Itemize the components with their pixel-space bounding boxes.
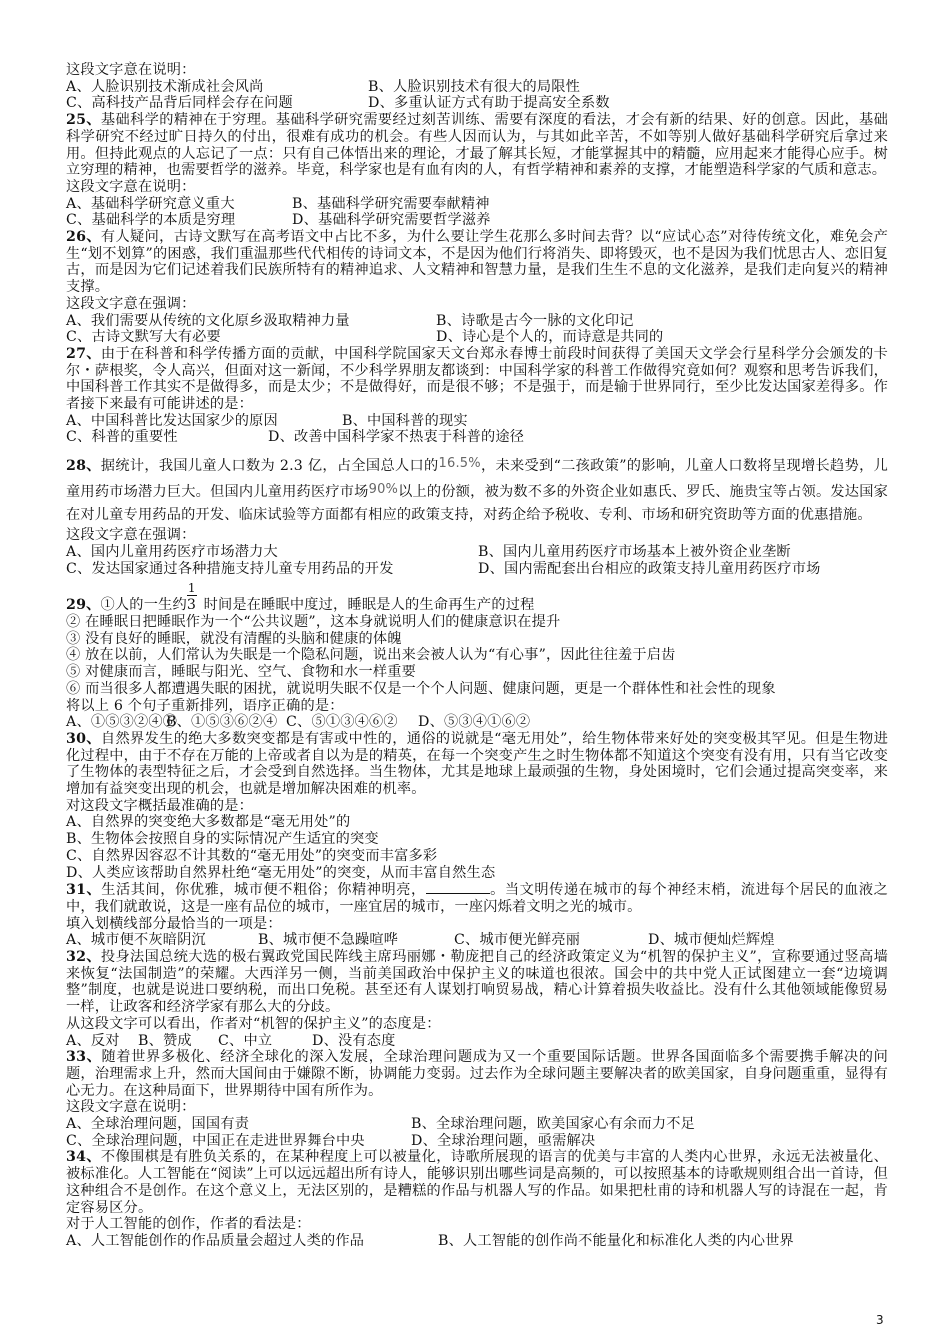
q30-option-a: A、自然界的突变绝大多数都是“毫无用处”的 <box>66 814 351 831</box>
q29-options-row <box>66 714 888 731</box>
q30-prompt: 对这段文字概括最准确的是： <box>66 797 254 814</box>
q32-number: 32、 <box>66 949 101 966</box>
q32-stem <box>66 949 888 1016</box>
q29-option-d: D、⑤③④①⑥② <box>418 714 531 731</box>
q33-option-a: A、全球治理问题，国国有责 <box>66 1116 250 1133</box>
q24-option-a: A、人脸识别技术渐成社会风尚 <box>66 78 264 95</box>
q27-option-b: B、中国科普的现实 <box>342 412 468 429</box>
q26-option-a: A、我们需要从传统的文化原乡汲取精神力量 <box>66 312 350 329</box>
page-number: 3 <box>876 1313 884 1327</box>
q27-options-row1 <box>66 413 888 430</box>
q29-sentence-5: ⑤ 对健康而言，睡眠与阳光、空气、食物和水一样重要 <box>66 664 417 681</box>
q24-option-b: B、人脸识别技术有很大的局限性 <box>368 78 581 95</box>
q30-stem <box>66 731 888 798</box>
q33-option-d: D、全球治理问题，亟需解决 <box>411 1132 596 1149</box>
q25-stem <box>66 112 888 179</box>
q31-number: 31、 <box>66 882 102 899</box>
q28-stem-a: 据统计，我国儿童人口数为 2.3 亿，占全国总人口的 <box>100 458 439 475</box>
q29-s1-b: 时间是在睡眠中度过，睡眠是人的生命再生产的过程 <box>198 597 535 614</box>
q34-option-b: B、人工智能的创作尚不能量化和标准化人类的内心世界 <box>438 1233 794 1249</box>
q30-option-d: D、人类应该帮助自然界杜绝“毫无用处”的突变，从而丰富自然生态 <box>66 864 496 881</box>
q31-prompt: 填入划横线部分最恰当的一项是： <box>66 915 282 932</box>
q33-options-row2 <box>66 1133 888 1150</box>
q29-fraction-numerator: 1 <box>187 581 196 596</box>
q30-number: 30、 <box>66 730 101 747</box>
q26-stem <box>66 229 888 296</box>
q25-options-row1 <box>66 196 888 213</box>
q25-prompt: 这段文字意在说明： <box>66 178 196 195</box>
q29-sentence-4: ④ 放在以前，人们常认为失眠是一个隐私问题，说出来会被人认为“有心事”，因此往往羞于启齿 <box>66 647 676 664</box>
q25-options-row2 <box>66 212 888 229</box>
q28-percent-b: 90% <box>368 482 399 498</box>
q34-prompt: 对于人工智能的创作，作者的看法是： <box>66 1216 311 1233</box>
q29-sentence-6: ⑥ 而当很多人都遭遇失眠的困扰，就说明失眠不仅是一个个人问题、健康问题，更是一个群体性和社会性的现象 <box>66 680 776 697</box>
q31-option-c: C、城市便光鲜亮丽 <box>454 932 581 949</box>
q29-option-a: A、①⑤③②④⑥ <box>66 714 178 731</box>
q26-option-c: C、古诗文默写大有必要 <box>66 329 221 346</box>
q28-stem-c: 以上的份额，被为数不多的外资企业如惠氏、罗氏、施贵宝等占领。发达国家在对儿童专用药品的开发、临床试验等方面都有相应的政策支持，对药企给予税收、专利、市场和研究资助等方面的优惠措施。 <box>66 484 888 524</box>
q30-option-b: B、生物体会按照自身的实际情况产生适宜的突变 <box>66 831 379 848</box>
q28-option-a: A、国内儿童用药医疗市场潜力大 <box>66 543 278 560</box>
q32-stem-text: 投身法国总统大选的极右翼政党国民阵线主席玛丽娜・勒庞把自己的经济政策定义为“机智的保护主义”，宣称要通过竖高墙来恢复“法国制造”的荣耀。大西洋另一侧，当前美国政治中保护主义的味道也很浓。国会中的共中党人正试图建立一套“边境调整”制度，也就是说进口要纳税，而出口免税。甚至还有人谋划打响贸易战，精心计算着损失收益比。没有什么其他领域能像贸易一样，让政客和经济学家有那么大的分歧。 <box>66 949 888 1016</box>
q27-option-d: D、改善中国科学家不热衷于科普的途径 <box>268 429 525 446</box>
q33-option-c: C、全球治理问题，中国正在走进世界舞台中央 <box>66 1132 365 1149</box>
q28-option-c: C、发达国家通过各种措施支持儿童专用药品的开发 <box>66 560 394 577</box>
q30-stem-text: 自然界发生的绝大多数突变都是有害或中性的，通俗的说就是“毫无用处”，给生物体带来好处的突变极其罕见。但是生物进化过程中，由于不存在万能的上帝或者自以为是的精英，在每一个突变产生之时生物体都不知道这个突变有没有用，只有当它改变了生物体的表型特征之后，才会受到自然选择。当生物体，尤其是地球上最顽强的生物，身处困境时，它们会通过提高突变率，来增加有益突变出现的机会，也就是增加解决困难的机率。 <box>66 730 888 798</box>
q30-option-c: C、自然界因容忍不计其数的“毫无用处”的突变而丰富多彩 <box>66 847 438 864</box>
q28-stem <box>66 452 888 527</box>
q25-option-c: C、基础科学的本质是穷理 <box>66 212 236 229</box>
q26-stem-text: 有人疑问，古诗文默写在高考语文中占比不多，为什么要让学生花那么多时间去背？以“应试心态”对待传统文化，难免会产生“划不划算”的困惑，我们重温那些代代相传的诗词文本，不是因为他们行将消失、即将毁灭，也不是因为我们忧思古人、恋旧复古，而是因为它们记述着我们民族所特有的精神追求、人文精神和智慧力量，是我们生生不息的文化滋养，是我们走向复兴的精神支撑。 <box>66 229 888 296</box>
q29-s1-a: ①人的一生约 <box>100 597 187 614</box>
q32-option-c: C、中立 <box>218 1032 273 1049</box>
q27-number: 27、 <box>66 345 101 362</box>
q34-options-row1 <box>66 1233 888 1250</box>
q27-options-row2 <box>66 429 888 446</box>
q29-sentence-1 <box>66 581 888 614</box>
q28-option-d: D、国内需配套出台相应的政策支持儿童用药医疗市场 <box>478 560 821 577</box>
q25-option-b: B、基础科学研究需要奉献精神 <box>292 195 490 212</box>
q33-option-b: B、全球治理问题，欧美国家心有余而力不足 <box>411 1116 695 1133</box>
q33-prompt: 这段文字意在说明： <box>66 1099 196 1116</box>
q26-option-d: D、诗心是个人的，而诗意是共同的 <box>436 329 664 346</box>
q32-option-a: A、反对 <box>66 1032 120 1049</box>
q29-option-c: C、⑤①③④⑥② <box>286 714 398 731</box>
q31-options-row <box>66 932 888 949</box>
q29-number: 29、 <box>66 597 101 614</box>
q28-percent-a: 16.5% <box>438 456 481 472</box>
q26-prompt: 这段文字意在强调： <box>66 295 196 312</box>
q27-option-a: A、中国科普比发达国家少的原因 <box>66 412 278 429</box>
q26-options-row1 <box>66 313 888 330</box>
q29-fraction-bar <box>187 595 197 596</box>
q27-stem-text: 由于在科普和科学传播方面的贡献，中国科学院国家天文台郑永春博士前段时间获得了美国天文学会行星科学分会颁发的卡尔・萨根奖，令人高兴，但面对这一新闻，不少科学界朋友都谈到：中国科学家的科普工作做得究竟如何？观察和思考告诉我们，中国科普工作其实不是做得多，而是太少；不是做得好，而是很不够；不是强于，而是输于世界同行，至少比发达国家差得多。作者接下来最有可能讲述的是： <box>66 345 888 413</box>
q31-stem-a: 生活其间，你优雅，城市便不粗俗；你精神明亮， <box>101 882 426 899</box>
q31-option-d: D、城市便灿烂辉煌 <box>648 932 775 949</box>
q24-option-c: C、高科技产品背后同样会存在问题 <box>66 95 293 112</box>
q31-stem <box>66 881 888 915</box>
q27-stem <box>66 346 888 413</box>
q29-option-b: B、①⑤③⑥②④ <box>166 714 278 731</box>
q29-prompt: 将以上 6 个句子重新排列，语序正确的是： <box>66 697 344 714</box>
q25-stem-text: 基础科学的精神在于穷理。基础科学研究需要经过刻苦训练、需要有深度的看法，才会有新的结果、好的创意。因此，基础科学研究不经过旷日持久的付出，很难有成功的机会。有些人因而认为，与其如此辛苦，不如等别人做好基础科学研究后拿过来用。但持此观点的人忘记了一点：只有自己体悟出来的理论，才最了解其长短，才能掌握其中的精髓，应用起来才能得心应手。树立穷理的精神，也需要哲学的滋养。毕竟，科学家也是有血有肉的人，有哲学精神和素养的支撑，才能塑造科学家的气质和意志。 <box>66 112 888 179</box>
q24-prompt: 这段文字意在说明： <box>66 62 196 78</box>
q25-option-a: A、基础科学研究意义重大 <box>66 195 235 212</box>
q27-option-c: C、科普的重要性 <box>66 429 178 446</box>
q34-stem-text: 不像围棋是有胜负关系的，在某种程度上可以被量化，诗歌所展现的语言的优美与丰富的人类内心世界，永远无法被量化、被标准化。人工智能在“阅读”上可以远远超出所有诗人，能够识别出哪些词是高频的，可以按照基本的诗歌规则组合出一首诗，但这种组合不是创作。在这个意义上，无法区别的，是糟糕的作品与机器人写的作品。如果把杜甫的诗和机器人写的诗混在一起，肯定容易区分。 <box>66 1149 888 1216</box>
q34-stem <box>66 1149 888 1216</box>
q34-number: 34、 <box>66 1149 101 1166</box>
q32-options-row <box>66 1033 888 1050</box>
q29-fraction <box>186 581 199 614</box>
q32-option-d: D、没有态度 <box>312 1032 396 1049</box>
q33-stem-text: 随着世界多极化、经济全球化的深入发展，全球治理问题成为又一个重要国际话题。世界各国面临多个需要携手解决的问题，治理需求上升，然而大国间由于嫌隙不断，协调能力变弱。过去作为全球问题主要解决者的欧美国家，自身问题重重，显得有心无力。在这种局面下，世界期待中国有所作为。 <box>66 1049 889 1099</box>
q32-option-b: B、赞成 <box>138 1032 192 1049</box>
q26-number: 26、 <box>66 229 101 246</box>
q31-blank-line <box>426 881 490 894</box>
q29-sentence-2: ② 在睡眠日把睡眠作为一个“公共议题”，这本身就说明人们的健康意识在提升 <box>66 613 561 630</box>
q29-fraction-denominator: 3 <box>186 597 197 614</box>
q26-option-b: B、诗歌是古今一脉的文化印记 <box>436 312 634 329</box>
q28-options-row2 <box>66 561 888 578</box>
q25-number: 25、 <box>66 112 101 129</box>
q24-options-row1 <box>66 79 888 96</box>
q28-number: 28、 <box>66 458 101 475</box>
q34-option-a: A、人工智能创作的作品质量会超过人类的作品 <box>66 1233 365 1249</box>
q24-option-d: D、多重认证方式有助于提高安全系数 <box>368 95 610 112</box>
question-content <box>66 62 888 1250</box>
q31-option-a: A、城市便不灰暗阴沉 <box>66 932 206 949</box>
q31-stem-b: 。当文明传递在城市的每个神经末梢，流进每个居民的血液之中，我们就敢说，这是一座有品位的城市，一座宜居的城市，一座闪烁着文明之光的城市。 <box>66 882 889 915</box>
q31-option-b: B、城市便不急躁喧哗 <box>258 932 399 949</box>
q32-prompt: 从这段文字可以看出，作者对“机智的保护主义”的态度是： <box>66 1015 441 1032</box>
q25-option-d: D、基础科学研究需要哲学滋养 <box>292 212 491 229</box>
q26-options-row2 <box>66 329 888 346</box>
q28-prompt: 这段文字意在强调： <box>66 527 196 544</box>
q28-option-b: B、国内儿童用药医疗市场基本上被外资企业垄断 <box>478 543 791 560</box>
q33-options-row1 <box>66 1116 888 1133</box>
q28-options-row1 <box>66 544 888 561</box>
q28-stem-b: ，未来受到“二孩政策”的影响，儿童人口数将呈现增长趋势，儿童用药市场潜力巨大。但国内儿童用药医疗市场 <box>66 458 888 501</box>
q29-sentence-3: ③ 没有良好的睡眠，就没有清醒的头脑和健康的体魄 <box>66 630 402 647</box>
q33-number: 33、 <box>66 1049 102 1066</box>
q24-options-row2 <box>66 95 888 112</box>
q33-stem <box>66 1049 888 1099</box>
